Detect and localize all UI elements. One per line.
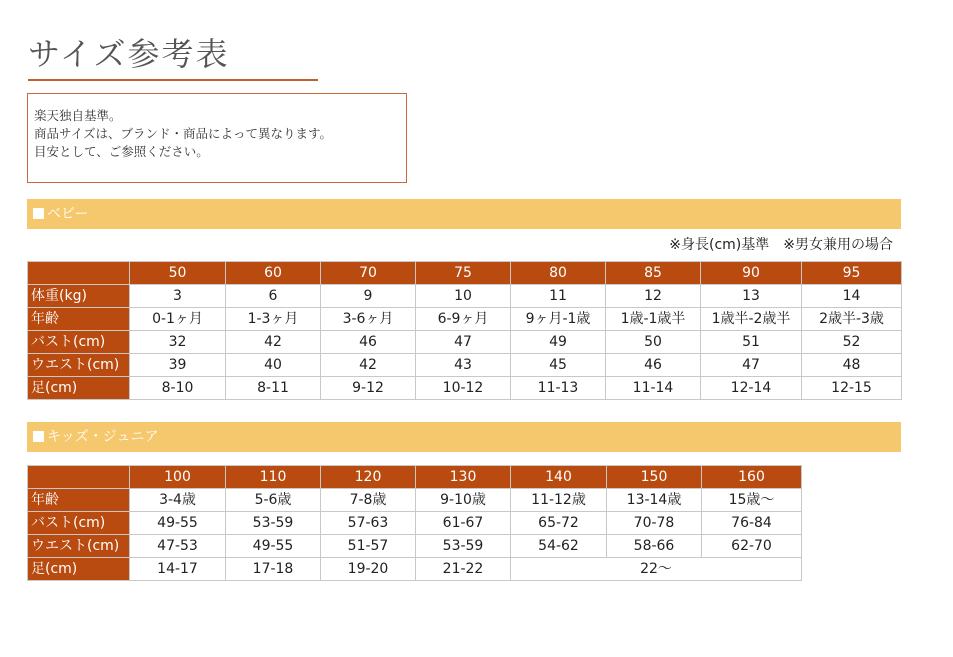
table-cell: 11 — [511, 285, 606, 308]
column-header: 150 — [607, 466, 702, 489]
table-cell: 1歳半-2歳半 — [701, 308, 802, 331]
table-row — [28, 308, 902, 331]
column-header: 95 — [802, 262, 902, 285]
table-cell: 42 — [321, 354, 416, 377]
table-cell: 17-18 — [226, 558, 321, 581]
row-header: 年齢 — [28, 489, 130, 512]
table-cell: 47 — [416, 331, 511, 354]
table-row — [28, 535, 802, 558]
table-cell: 6-9ヶ月 — [416, 308, 511, 331]
table-cell: 51-57 — [321, 535, 416, 558]
table-row — [28, 377, 902, 400]
row-header: 足(cm) — [28, 558, 130, 581]
table-row — [28, 331, 902, 354]
table-row — [28, 558, 802, 581]
table-cell: 14-17 — [130, 558, 226, 581]
table-row — [28, 285, 902, 308]
table-cell: 3-6ヶ月 — [321, 308, 416, 331]
header-row — [28, 466, 802, 489]
table-cell: 49-55 — [130, 512, 226, 535]
table-cell: 6 — [226, 285, 321, 308]
table-cell: 1-3ヶ月 — [226, 308, 321, 331]
table-cell: 11-13 — [511, 377, 606, 400]
table-cell: 49 — [511, 331, 606, 354]
table-cell: 2歳半-3歳 — [802, 308, 902, 331]
table-cell: 9-10歳 — [416, 489, 511, 512]
notice-line: 商品サイズは、ブランド・商品によって異なります。 — [34, 126, 333, 141]
table-cell: 49-55 — [226, 535, 321, 558]
table-cell: 0-1ヶ月 — [130, 308, 226, 331]
row-header: 足(cm) — [28, 377, 130, 400]
table-cell: 46 — [606, 354, 701, 377]
table-cell: 40 — [226, 354, 321, 377]
notice-box — [27, 93, 407, 183]
column-header: 90 — [701, 262, 802, 285]
table-cell: 13 — [701, 285, 802, 308]
row-header: バスト(cm) — [28, 512, 130, 535]
table-cell: 48 — [802, 354, 902, 377]
baby-size-table — [27, 261, 902, 400]
table-cell: 3-4歳 — [130, 489, 226, 512]
table-cell: 12-14 — [701, 377, 802, 400]
title-underline — [28, 79, 318, 81]
header-row — [28, 262, 902, 285]
square-bullet-icon — [33, 208, 44, 219]
table-cell: 32 — [130, 331, 226, 354]
square-bullet-icon — [33, 431, 44, 442]
table-cell: 62-70 — [702, 535, 802, 558]
column-header: 75 — [416, 262, 511, 285]
table-row — [28, 489, 802, 512]
column-header: 80 — [511, 262, 606, 285]
table-cell: 3 — [130, 285, 226, 308]
table-cell: 11-12歳 — [511, 489, 607, 512]
table-cell: 70-78 — [607, 512, 702, 535]
kids-size-table — [27, 465, 802, 581]
table-cell: 47-53 — [130, 535, 226, 558]
kids-heading-label: キッズ・ジュニア — [47, 429, 159, 445]
table-cell: 42 — [226, 331, 321, 354]
table-cell: 9 — [321, 285, 416, 308]
table-cell: 5-6歳 — [226, 489, 321, 512]
table-cell: 54-62 — [511, 535, 607, 558]
kids-section-heading — [27, 422, 901, 452]
column-header: 100 — [130, 466, 226, 489]
column-header: 130 — [416, 466, 511, 489]
column-header: 160 — [702, 466, 802, 489]
table-cell: 76-84 — [702, 512, 802, 535]
column-header: 60 — [226, 262, 321, 285]
table-cell: 43 — [416, 354, 511, 377]
corner-cell — [28, 262, 130, 285]
table-cell: 12 — [606, 285, 701, 308]
table-cell: 22〜 — [511, 558, 802, 581]
table-cell: 7-8歳 — [321, 489, 416, 512]
table-cell: 53-59 — [226, 512, 321, 535]
row-header: バスト(cm) — [28, 331, 130, 354]
table-cell: 52 — [802, 331, 902, 354]
column-header: 110 — [226, 466, 321, 489]
notice-line: 楽天独自基準。 — [34, 108, 122, 123]
table-cell: 8-11 — [226, 377, 321, 400]
table-cell: 13-14歳 — [607, 489, 702, 512]
row-header: ウエスト(cm) — [28, 535, 130, 558]
column-header: 140 — [511, 466, 607, 489]
table-cell: 65-72 — [511, 512, 607, 535]
column-header: 70 — [321, 262, 416, 285]
table-cell: 1歳-1歳半 — [606, 308, 701, 331]
table-cell: 9ヶ月-1歳 — [511, 308, 606, 331]
column-header: 85 — [606, 262, 701, 285]
notice-line: 目安として、ご参照ください。 — [34, 144, 209, 159]
page-title: サイズ参考表 — [28, 35, 230, 73]
table-cell: 58-66 — [607, 535, 702, 558]
row-header: 体重(kg) — [28, 285, 130, 308]
table-cell: 10 — [416, 285, 511, 308]
table-cell: 57-63 — [321, 512, 416, 535]
table-cell: 19-20 — [321, 558, 416, 581]
column-header: 120 — [321, 466, 416, 489]
baby-size-note: ※身長(cm)基準 ※男女兼用の場合 — [669, 237, 893, 253]
table-cell: 39 — [130, 354, 226, 377]
table-cell: 9-12 — [321, 377, 416, 400]
column-header: 50 — [130, 262, 226, 285]
table-cell: 15歳〜 — [702, 489, 802, 512]
table-cell: 21-22 — [416, 558, 511, 581]
table-cell: 14 — [802, 285, 902, 308]
table-row — [28, 354, 902, 377]
table-cell: 8-10 — [130, 377, 226, 400]
table-cell: 10-12 — [416, 377, 511, 400]
table-cell: 51 — [701, 331, 802, 354]
table-cell: 45 — [511, 354, 606, 377]
table-row — [28, 512, 802, 535]
table-cell: 61-67 — [416, 512, 511, 535]
table-cell: 46 — [321, 331, 416, 354]
baby-heading-label: ベビー — [47, 206, 89, 222]
row-header: 年齢 — [28, 308, 130, 331]
table-cell: 50 — [606, 331, 701, 354]
corner-cell — [28, 466, 130, 489]
table-cell: 12-15 — [802, 377, 902, 400]
table-cell: 47 — [701, 354, 802, 377]
table-cell: 53-59 — [416, 535, 511, 558]
table-cell: 11-14 — [606, 377, 701, 400]
row-header: ウエスト(cm) — [28, 354, 130, 377]
baby-section-heading — [27, 199, 901, 229]
